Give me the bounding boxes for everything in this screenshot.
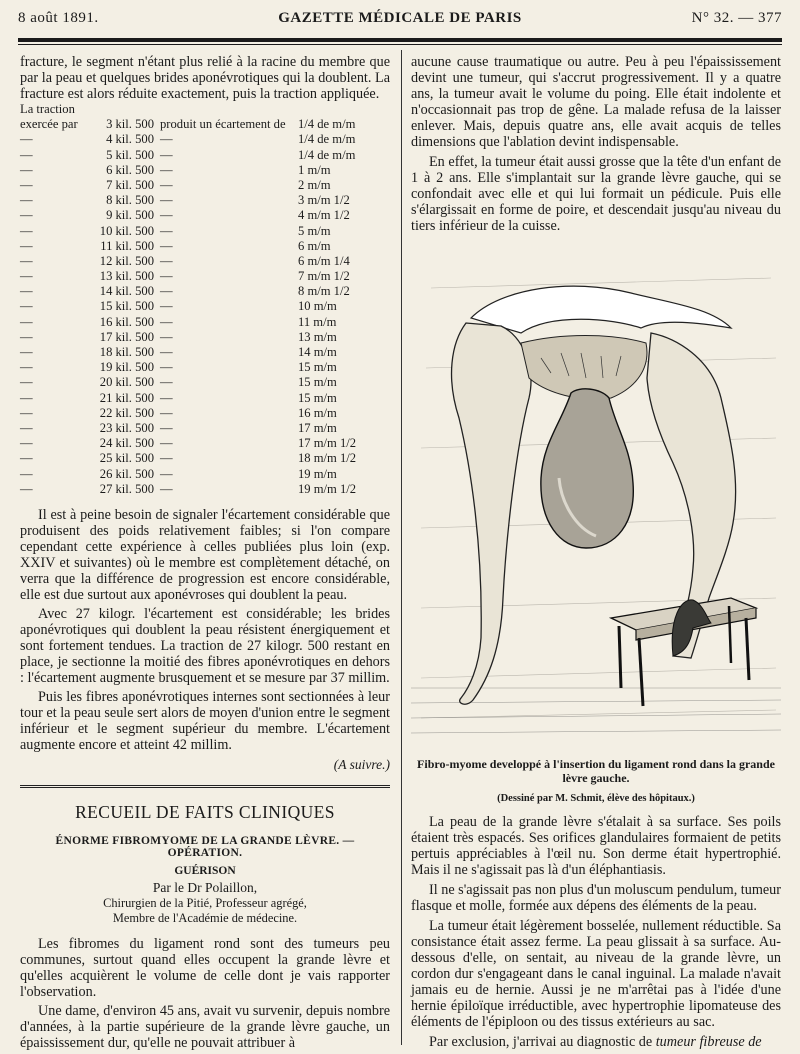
traction-cell-c2: 22 kil. 500 — [99, 405, 154, 420]
traction-cell-c3: — — [160, 162, 173, 177]
traction-cell-c4: 5 m/m — [298, 223, 331, 238]
traction-cell-c4: 7 m/m 1/2 — [298, 269, 350, 284]
traction-row — [20, 375, 390, 390]
traction-row — [20, 269, 390, 284]
traction-cell-c2: 12 kil. 500 — [99, 253, 154, 268]
traction-cell-c3: — — [160, 314, 173, 329]
clinical-illustration — [411, 248, 781, 748]
traction-cell-c4: 19 m/m 1/2 — [298, 481, 357, 496]
paragraph-1: Il est à peine besoin de signaler l'écartement considérable que produisent des poids relativement faibles; si l'on compare cependant cette expérience à celles publiées plus loin (exp. XXIV et suivantes) où le membre est complètement détaché, on verra que la différence de progression est encore considérable, elle est due surtout aux aponévroses qui doublent la peau. — [20, 506, 390, 603]
traction-cell-c1: — — [20, 208, 33, 223]
traction-cell-c3: — — [160, 405, 173, 420]
traction-row — [20, 330, 390, 345]
traction-cell-c4: 19 m/m — [298, 466, 337, 481]
intro-paragraph: fracture, le segment n'étant plus relié à la racine du membre que par la peau et quelques brides aponévrotiques qui la doublent. La fracture est alors réduite exactement, puis la traction appliquée. — [20, 54, 390, 102]
traction-cell-c2: 18 kil. 500 — [99, 345, 154, 359]
traction-cell-c1: — — [20, 253, 33, 268]
author-affiliation-2: Membre de l'Académie de médecine. — [112, 910, 298, 925]
article-author: Par le Dr Polaillon, — [152, 879, 258, 895]
running-head — [18, 10, 782, 32]
traction-row — [20, 436, 390, 451]
traction-cell-c2: 3 kil. 500 — [106, 117, 154, 132]
traction-cell-c3: — — [160, 132, 173, 147]
traction-cell-c2: 6 kil. 500 — [106, 162, 154, 177]
traction-cell-c4: 15 m/m — [298, 360, 337, 375]
traction-cell-c3: — — [160, 299, 173, 314]
traction-cell-c1: — — [20, 269, 33, 284]
traction-cell-c1: — — [20, 314, 33, 329]
traction-cell-c3: — — [160, 147, 173, 162]
traction-cell-c3: — — [160, 481, 173, 496]
traction-row — [20, 406, 390, 421]
traction-row — [20, 132, 390, 147]
traction-cell-c2: 25 kil. 500 — [99, 451, 154, 466]
traction-cell-c4: 2 m/m — [298, 177, 331, 192]
traction-row — [20, 117, 390, 132]
traction-cell-c3: — — [160, 420, 173, 435]
traction-cell-c4: 6 m/m 1/4 — [298, 253, 350, 268]
traction-cell-c2: 15 kil. 500 — [99, 299, 154, 314]
traction-row — [20, 224, 390, 239]
right-paragraph-4: Il ne s'agissait pas non plus d'un moluscum pendulum, tumeur flasque et molle, formée aux dépens des éléments de la peau. — [411, 882, 781, 914]
journal-title: GAZETTE MÉDICALE DE PARIS — [278, 10, 522, 26]
traction-row — [20, 391, 390, 406]
traction-cell-c1: — — [20, 360, 33, 375]
traction-cell-c1: — — [20, 420, 33, 435]
traction-cell-c1: — — [20, 147, 33, 162]
traction-cell-c2: 14 kil. 500 — [99, 284, 154, 299]
traction-cell-c3: — — [160, 253, 173, 268]
traction-cell-c3: — — [160, 269, 173, 284]
traction-cell-c1: exercée par — [20, 117, 78, 132]
traction-cell-c2: 21 kil. 500 — [99, 390, 154, 405]
paragraph-2: Avec 27 kilogr. l'écartement est considérable; les brides aponévrotiques qui doublent la peau résistent énergiquement et sont fortement tendues. La traction de 27 kilogr. 500 restant en place, je sectionne la moitié des fibres aponévrotiques en dehors : l'écartement augmente brusquement et se mesure par 37 millim. — [20, 605, 390, 686]
traction-row — [20, 482, 390, 497]
traction-row — [20, 178, 390, 193]
article-title: ÉNORME FIBROMYOME DE LA GRANDE LÈVRE. — OPÉRATION. — [55, 834, 355, 859]
paragraph-3: Puis les fibres aponévrotiques internes sont sectionnées à leur tour et la peau seule sert alors de moyen d'union entre le segment inférieur et le segment supérieur du membre. L'écartement augmente encore et atteint 42 millim. — [20, 688, 390, 753]
traction-table — [20, 102, 390, 497]
traction-cell-c1: — — [20, 284, 33, 299]
traction-cell-c3: — — [160, 208, 173, 223]
traction-cell-c2: 9 kil. 500 — [106, 208, 154, 223]
section-title: RECUEIL DE FAITS CLINIQUES — [75, 801, 335, 822]
traction-cell-c4: 3 m/m 1/2 — [298, 193, 350, 208]
traction-cell-c3: — — [160, 436, 173, 451]
traction-cell-c3: — — [160, 329, 173, 344]
traction-cell-c2: 4 kil. 500 — [106, 132, 154, 147]
traction-cell-c2: 7 kil. 500 — [106, 177, 154, 192]
traction-cell-c2: 17 kil. 500 — [99, 329, 154, 344]
traction-cell-c4: 1 m/m — [298, 162, 331, 177]
traction-cell-c2: 16 kil. 500 — [99, 314, 154, 329]
traction-cell-c3: produit un écartement de — [160, 117, 286, 132]
traction-cell-c1: — — [20, 177, 33, 192]
traction-cell-c4: 15 m/m — [298, 390, 337, 405]
traction-cell-c4: 15 m/m — [298, 375, 337, 390]
traction-row — [20, 315, 390, 330]
header-rule-thin — [18, 44, 782, 45]
traction-cell-c1: — — [20, 481, 33, 496]
traction-cell-c2: 10 kil. 500 — [99, 223, 154, 238]
traction-row — [20, 254, 390, 269]
traction-cell-c3: — — [160, 345, 173, 359]
figure-credit: (Dessiné par M. Schmit, élève des hôpitaux.) — [497, 793, 695, 804]
traction-cell-c3: — — [160, 466, 173, 481]
traction-cell-c4: 6 m/m — [298, 238, 331, 253]
issue-page-number: N° 32. — 377 — [691, 10, 782, 26]
traction-row — [20, 284, 390, 299]
left-column — [20, 54, 390, 1051]
right-column — [411, 54, 781, 1054]
traction-cell-c2: 24 kil. 500 — [99, 436, 154, 451]
traction-row — [20, 345, 390, 360]
traction-row — [20, 421, 390, 436]
traction-cell-c3: — — [160, 375, 173, 390]
traction-cell-c2: 27 kil. 500 — [99, 481, 154, 496]
issue-date: 8 août 1891. — [18, 10, 99, 26]
traction-cell-c2: 23 kil. 500 — [99, 420, 154, 435]
traction-cell-c1: — — [20, 238, 33, 253]
traction-cell-c2: 20 kil. 500 — [99, 375, 154, 390]
traction-cell-c4: 14 m/m — [298, 345, 337, 359]
traction-cell-c4: 17 m/m — [298, 420, 337, 435]
traction-cell-c1: — — [20, 436, 33, 451]
traction-row — [20, 451, 390, 466]
article-result: GUÉRISON — [174, 864, 236, 877]
traction-cell-c2: 26 kil. 500 — [99, 466, 154, 481]
right-paragraph-3: La peau de la grande lèvre s'étalait à sa surface. Ses poils étaient très espacés. Ses orifices glandulaires formaient de petits pertuis appréciables à l'œil nu. Son derme était hypertrophié. Mais il ne s'agissait pas là d'un éléphantiasis. — [411, 814, 781, 878]
right-paragraph-1: aucune cause traumatique ou autre. Peu à peu l'épaississement devint une tumeur, qui s'accrut progressivement. Il y a quatre ans, la tumeur avait le volume du poing. Elle était indolente et n'occasionnait pas trop de gêne. La malade refusa de la laisser enlever. Mais, depuis quatre ans, elle avait acquis de telles dimensions que l'ablation devint indispensable. — [411, 54, 781, 150]
traction-row — [20, 163, 390, 178]
traction-cell-c3: — — [160, 360, 173, 375]
author-affiliation-1: Chirurgien de la Pitié, Professeur agrégé, — [103, 895, 307, 910]
traction-cell-c1: — — [20, 466, 33, 481]
traction-cell-c1: — — [20, 345, 33, 359]
traction-head: La traction — [20, 102, 75, 116]
section-rule — [20, 785, 390, 788]
right-paragraph-6: Par exclusion, j'arrivai au diagnostic de tumeur fibreuse de — [429, 1034, 762, 1050]
traction-row — [20, 467, 390, 482]
traction-cell-c3: — — [160, 177, 173, 192]
traction-row — [20, 193, 390, 208]
to-be-continued: (A suivre.) — [333, 756, 390, 772]
traction-cell-c4: 10 m/m — [298, 299, 337, 314]
traction-cell-c2: 5 kil. 500 — [106, 147, 154, 162]
right-paragraph-2: En effet, la tumeur était aussi grosse que la tête d'un enfant de 1 à 2 ans. Elle s'implantait sur la grande lèvre gauche, qui se confondait avec elle et qui lui formait un pédicule. Puis elle s'élargissait en forme de poire, et descendait jusqu'au niveau du tiers inférieur de la cuisse. — [411, 154, 781, 234]
traction-cell-c3: — — [160, 238, 173, 253]
traction-cell-c1: — — [20, 329, 33, 344]
traction-cell-c2: 8 kil. 500 — [106, 193, 154, 208]
traction-cell-c2: 13 kil. 500 — [99, 269, 154, 284]
traction-cell-c1: — — [20, 375, 33, 390]
traction-row — [20, 148, 390, 163]
traction-cell-c1: — — [20, 132, 33, 147]
traction-cell-c3: — — [160, 223, 173, 238]
traction-cell-c4: 1/4 de m/m — [298, 147, 356, 162]
paragraph-4: Les fibromes du ligament rond sont des tumeurs peu communes, surtout quand elles occupent la grande lèvre et qu'elles acquièrent le volume de celle dont je vais rapporter l'observation. — [20, 935, 390, 1000]
traction-cell-c4: 16 m/m — [298, 405, 337, 420]
traction-row — [20, 239, 390, 254]
header-rule — [18, 38, 782, 42]
traction-row — [20, 299, 390, 314]
traction-cell-c3: — — [160, 390, 173, 405]
traction-cell-c3: — — [160, 193, 173, 208]
traction-cell-c1: — — [20, 405, 33, 420]
traction-row — [20, 360, 390, 375]
traction-cell-c3: — — [160, 451, 173, 466]
right-paragraph-5: La tumeur était légèrement bosselée, nullement réductible. Sa consistance était assez ferme. La peau glissait à sa surface. Au-dessous d'elle, on sentait, au niveau de la grande lèvre, un cordon dur s'engageant dans le canal inguinal. La malade n'avait jamais eu de hernie. Aussi je ne m'arrêtai pas à l'idée d'une hernie épiloïque irréductible, avec hypertrophie lipomateuse des éléments de l'épiploon ou des tissus extérieurs au sac. — [411, 918, 781, 1030]
traction-cell-c4: 4 m/m 1/2 — [298, 208, 350, 223]
figure-caption: Fibro-myome developpé à l'insertion du ligament rond dans la grande lèvre gauche. — [417, 757, 775, 785]
traction-cell-c4: 8 m/m 1/2 — [298, 284, 350, 299]
traction-cell-c1: — — [20, 451, 33, 466]
traction-cell-c1: — — [20, 390, 33, 405]
traction-cell-c4: 18 m/m 1/2 — [298, 451, 357, 466]
traction-cell-c3: — — [160, 284, 173, 299]
traction-cell-c1: — — [20, 299, 33, 314]
traction-cell-c1: — — [20, 193, 33, 208]
traction-cell-c4: 13 m/m — [298, 329, 337, 344]
traction-cell-c4: 1/4 de m/m — [298, 117, 356, 132]
paragraph-5: Une dame, d'environ 45 ans, avait vu survenir, depuis nombre d'années, à la partie supérieure de la grande lèvre gauche, un épaississement dur, qu'elle ne pouvait attribuer à — [20, 1002, 390, 1051]
traction-cell-c2: 11 kil. 500 — [100, 238, 154, 253]
traction-row — [20, 208, 390, 223]
traction-cell-c1: — — [20, 162, 33, 177]
traction-cell-c4: 1/4 de m/m — [298, 132, 356, 147]
traction-cell-c1: — — [20, 223, 33, 238]
column-divider — [401, 50, 402, 1045]
traction-cell-c4: 17 m/m 1/2 — [298, 436, 357, 451]
traction-cell-c4: 11 m/m — [298, 314, 337, 329]
traction-cell-c2: 19 kil. 500 — [99, 360, 154, 375]
